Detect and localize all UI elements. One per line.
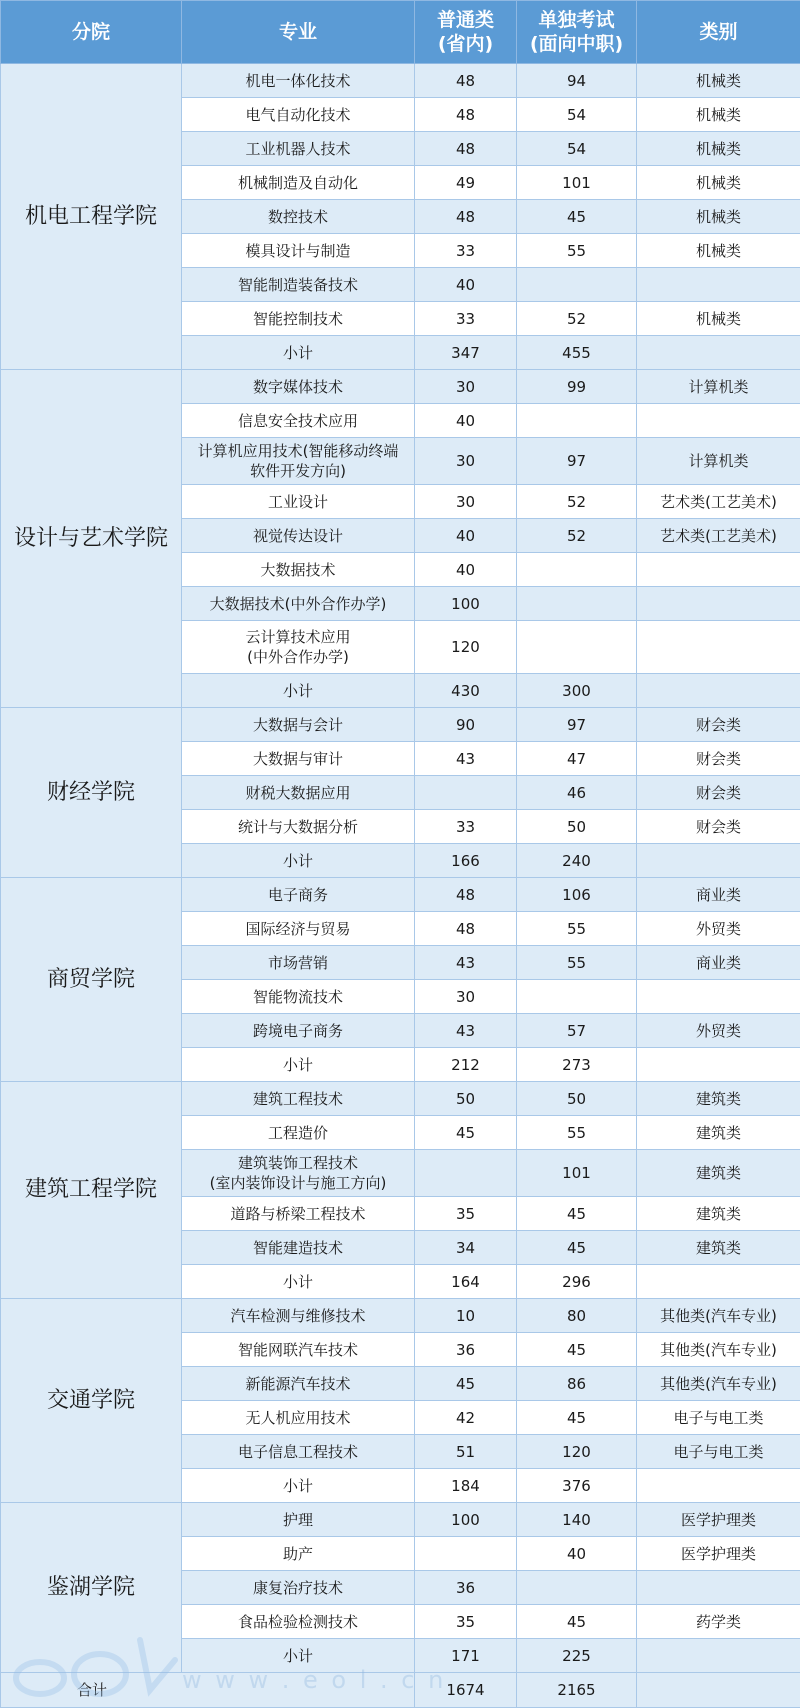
major-name-line: 食品检验检测技术 (186, 1612, 410, 1632)
table-body (1, 64, 800, 1708)
subtotal-general: 184 (415, 1469, 517, 1503)
separate-quota (517, 553, 637, 587)
separate-quota: 55 (517, 912, 637, 946)
separate-quota: 52 (517, 519, 637, 553)
separate-quota: 99 (517, 370, 637, 404)
major-name (182, 587, 415, 621)
category: 医学护理类 (637, 1503, 800, 1537)
category: 机械类 (637, 166, 800, 200)
major-name-line: 电气自动化技术 (186, 105, 410, 125)
major-name (182, 1116, 415, 1150)
category: 建筑类 (637, 1082, 800, 1116)
major-name-line: 云计算技术应用 (186, 627, 410, 647)
major-name (182, 1082, 415, 1116)
major-name (182, 1401, 415, 1435)
major-name-line: 国际经济与贸易 (186, 919, 410, 939)
table-row (1, 1299, 800, 1333)
dept-name: 财经学院 (1, 708, 182, 878)
major-name (182, 234, 415, 268)
category: 药学类 (637, 1605, 800, 1639)
major-name (182, 1299, 415, 1333)
general-quota: 90 (415, 708, 517, 742)
major-name-line: 计算机应用技术(智能移动终端 (186, 441, 410, 461)
header-general (415, 1, 517, 64)
general-quota: 48 (415, 912, 517, 946)
subtotal-category (637, 1639, 800, 1673)
general-quota: 33 (415, 234, 517, 268)
category: 外贸类 (637, 912, 800, 946)
major-name-line: 工业设计 (186, 492, 410, 512)
major-name-line: 大数据技术 (186, 560, 410, 580)
table-row (1, 708, 800, 742)
subtotal-category (637, 336, 800, 370)
subtotal-separate: 376 (517, 1469, 637, 1503)
major-name-line: 机械制造及自动化 (186, 173, 410, 193)
subtotal-label: 小计 (182, 1469, 415, 1503)
category: 其他类(汽车专业) (637, 1333, 800, 1367)
separate-quota: 101 (517, 166, 637, 200)
subtotal-separate: 296 (517, 1265, 637, 1299)
general-quota: 50 (415, 1082, 517, 1116)
category: 财会类 (637, 708, 800, 742)
separate-quota: 45 (517, 1401, 637, 1435)
general-quota: 40 (415, 553, 517, 587)
major-name (182, 438, 415, 485)
category: 建筑类 (637, 1231, 800, 1265)
general-quota: 30 (415, 980, 517, 1014)
general-quota: 43 (415, 742, 517, 776)
category (637, 980, 800, 1014)
category: 商业类 (637, 946, 800, 980)
major-name (182, 519, 415, 553)
general-quota: 40 (415, 268, 517, 302)
separate-quota: 50 (517, 810, 637, 844)
separate-quota: 57 (517, 1014, 637, 1048)
category: 电子与电工类 (637, 1435, 800, 1469)
header-general-line1: 普通类 (417, 8, 514, 32)
major-name (182, 810, 415, 844)
major-name-line: 工程造价 (186, 1123, 410, 1143)
category (637, 268, 800, 302)
major-name-line: 康复治疗技术 (186, 1578, 410, 1598)
major-name (182, 1014, 415, 1048)
major-name (182, 302, 415, 336)
major-name-line: (室内装饰设计与施工方向) (186, 1173, 410, 1193)
total-row (1, 1673, 800, 1708)
separate-quota: 50 (517, 1082, 637, 1116)
header-separate (517, 1, 637, 64)
major-name-line: 新能源汽车技术 (186, 1374, 410, 1394)
separate-quota: 55 (517, 234, 637, 268)
separate-quota: 55 (517, 946, 637, 980)
separate-quota: 45 (517, 1605, 637, 1639)
subtotal-general: 212 (415, 1048, 517, 1082)
separate-quota: 106 (517, 878, 637, 912)
category: 计算机类 (637, 370, 800, 404)
dept-name: 设计与艺术学院 (1, 370, 182, 708)
major-name-line: 建筑工程技术 (186, 1089, 410, 1109)
major-name-line: 机电一体化技术 (186, 71, 410, 91)
header-general-line2: (省内) (417, 32, 514, 56)
table-row (1, 64, 800, 98)
category: 机械类 (637, 200, 800, 234)
major-name (182, 1537, 415, 1571)
dept-name: 建筑工程学院 (1, 1082, 182, 1299)
major-name-line: 软件开发方向) (186, 461, 410, 481)
header-category: 类别 (637, 1, 800, 64)
general-quota: 30 (415, 370, 517, 404)
major-name-line: 智能物流技术 (186, 987, 410, 1007)
general-quota: 45 (415, 1116, 517, 1150)
major-name (182, 1231, 415, 1265)
major-name-line: 信息安全技术应用 (186, 411, 410, 431)
subtotal-label: 小计 (182, 1265, 415, 1299)
category: 机械类 (637, 234, 800, 268)
major-name (182, 1605, 415, 1639)
general-quota: 42 (415, 1401, 517, 1435)
category: 机械类 (637, 302, 800, 336)
dept-name: 鉴湖学院 (1, 1503, 182, 1673)
total-label: 合计 (1, 1673, 415, 1708)
category: 商业类 (637, 878, 800, 912)
separate-quota: 45 (517, 200, 637, 234)
separate-quota: 140 (517, 1503, 637, 1537)
general-quota: 43 (415, 1014, 517, 1048)
general-quota: 34 (415, 1231, 517, 1265)
category: 医学护理类 (637, 1537, 800, 1571)
general-quota: 30 (415, 438, 517, 485)
subtotal-separate: 455 (517, 336, 637, 370)
major-name-line: 大数据与审计 (186, 749, 410, 769)
separate-quota: 80 (517, 1299, 637, 1333)
category: 机械类 (637, 98, 800, 132)
category: 建筑类 (637, 1116, 800, 1150)
subtotal-label: 小计 (182, 336, 415, 370)
major-name-line: 无人机应用技术 (186, 1408, 410, 1428)
category: 财会类 (637, 776, 800, 810)
major-name (182, 1367, 415, 1401)
category: 机械类 (637, 64, 800, 98)
general-quota: 51 (415, 1435, 517, 1469)
category: 机械类 (637, 132, 800, 166)
major-name-line: 市场营销 (186, 953, 410, 973)
major-name-line: 模具设计与制造 (186, 241, 410, 261)
category (637, 621, 800, 674)
major-name-line: 智能网联汽车技术 (186, 1340, 410, 1360)
major-name (182, 370, 415, 404)
header-separate-line1: 单独考试 (519, 8, 634, 32)
major-name (182, 1150, 415, 1197)
dept-name: 交通学院 (1, 1299, 182, 1503)
separate-quota: 45 (517, 1197, 637, 1231)
general-quota: 48 (415, 200, 517, 234)
major-name (182, 980, 415, 1014)
major-name (182, 621, 415, 674)
general-quota: 100 (415, 587, 517, 621)
separate-quota: 52 (517, 485, 637, 519)
table-header (1, 1, 800, 64)
subtotal-category (637, 1265, 800, 1299)
separate-quota (517, 621, 637, 674)
major-name (182, 946, 415, 980)
general-quota: 48 (415, 64, 517, 98)
table-row (1, 1503, 800, 1537)
general-quota (415, 776, 517, 810)
major-name (182, 98, 415, 132)
subtotal-separate: 225 (517, 1639, 637, 1673)
major-name-line: 汽车检测与维修技术 (186, 1306, 410, 1326)
general-quota: 33 (415, 810, 517, 844)
major-name-line: 统计与大数据分析 (186, 817, 410, 837)
watermark-text: w w w . e o l . c n (182, 1666, 446, 1694)
major-name (182, 1571, 415, 1605)
category: 计算机类 (637, 438, 800, 485)
major-name (182, 1435, 415, 1469)
table-row (1, 370, 800, 404)
major-name-line: 大数据与会计 (186, 715, 410, 735)
separate-quota (517, 268, 637, 302)
header-major: 专业 (182, 1, 415, 64)
major-name-line: 视觉传达设计 (186, 526, 410, 546)
subtotal-category (637, 1048, 800, 1082)
general-quota: 43 (415, 946, 517, 980)
general-quota: 100 (415, 1503, 517, 1537)
major-name (182, 268, 415, 302)
separate-quota: 45 (517, 1231, 637, 1265)
major-name-line: 数字媒体技术 (186, 377, 410, 397)
major-name (182, 708, 415, 742)
general-quota: 36 (415, 1571, 517, 1605)
header-dept: 分院 (1, 1, 182, 64)
separate-quota: 94 (517, 64, 637, 98)
major-name-line: 助产 (186, 1544, 410, 1564)
major-name-line: 道路与桥梁工程技术 (186, 1204, 410, 1224)
dept-name: 机电工程学院 (1, 64, 182, 370)
major-name (182, 64, 415, 98)
general-quota: 48 (415, 878, 517, 912)
subtotal-general: 430 (415, 674, 517, 708)
subtotal-separate: 240 (517, 844, 637, 878)
general-quota: 40 (415, 404, 517, 438)
separate-quota: 54 (517, 132, 637, 166)
major-name (182, 485, 415, 519)
subtotal-category (637, 674, 800, 708)
major-name (182, 200, 415, 234)
separate-quota: 52 (517, 302, 637, 336)
general-quota: 120 (415, 621, 517, 674)
category (637, 1571, 800, 1605)
major-name-line: 智能控制技术 (186, 309, 410, 329)
subtotal-separate: 273 (517, 1048, 637, 1082)
subtotal-category (637, 844, 800, 878)
general-quota (415, 1537, 517, 1571)
general-quota: 30 (415, 485, 517, 519)
category: 财会类 (637, 742, 800, 776)
general-quota: 40 (415, 519, 517, 553)
subtotal-general: 171 (415, 1639, 517, 1673)
header-separate-line2: (面向中职) (519, 32, 634, 56)
general-quota: 10 (415, 1299, 517, 1333)
separate-quota: 97 (517, 438, 637, 485)
separate-quota: 101 (517, 1150, 637, 1197)
dept-name: 商贸学院 (1, 878, 182, 1082)
separate-quota: 47 (517, 742, 637, 776)
major-name-line: 智能建造技术 (186, 1238, 410, 1258)
major-name (182, 776, 415, 810)
general-quota: 35 (415, 1197, 517, 1231)
category: 艺术类(工艺美术) (637, 485, 800, 519)
major-name (182, 878, 415, 912)
total-category (637, 1673, 800, 1708)
major-name (182, 742, 415, 776)
major-name-line: 跨境电子商务 (186, 1021, 410, 1041)
table-row (1, 1082, 800, 1116)
category: 财会类 (637, 810, 800, 844)
category: 其他类(汽车专业) (637, 1367, 800, 1401)
major-name (182, 912, 415, 946)
general-quota: 48 (415, 98, 517, 132)
separate-quota: 45 (517, 1333, 637, 1367)
subtotal-general: 164 (415, 1265, 517, 1299)
general-quota (415, 1150, 517, 1197)
major-name (182, 166, 415, 200)
general-quota: 45 (415, 1367, 517, 1401)
separate-quota: 97 (517, 708, 637, 742)
category: 外贸类 (637, 1014, 800, 1048)
major-name (182, 553, 415, 587)
subtotal-category (637, 1469, 800, 1503)
category: 建筑类 (637, 1150, 800, 1197)
category: 电子与电工类 (637, 1401, 800, 1435)
major-name-line: 数控技术 (186, 207, 410, 227)
separate-quota (517, 1571, 637, 1605)
subtotal-general: 347 (415, 336, 517, 370)
major-name (182, 1503, 415, 1537)
separate-quota: 46 (517, 776, 637, 810)
separate-quota (517, 404, 637, 438)
separate-quota: 120 (517, 1435, 637, 1469)
general-quota: 36 (415, 1333, 517, 1367)
separate-quota: 40 (517, 1537, 637, 1571)
major-name (182, 1333, 415, 1367)
subtotal-label: 小计 (182, 844, 415, 878)
separate-quota: 55 (517, 1116, 637, 1150)
major-name-line: 建筑装饰工程技术 (186, 1153, 410, 1173)
major-name (182, 132, 415, 166)
major-name (182, 404, 415, 438)
total-separate: 2165 (517, 1673, 637, 1708)
major-name-line: 工业机器人技术 (186, 139, 410, 159)
subtotal-separate: 300 (517, 674, 637, 708)
general-quota: 48 (415, 132, 517, 166)
total-general: 1674 (415, 1673, 517, 1708)
category: 艺术类(工艺美术) (637, 519, 800, 553)
category (637, 553, 800, 587)
category (637, 404, 800, 438)
general-quota: 33 (415, 302, 517, 336)
table-row (1, 878, 800, 912)
category: 其他类(汽车专业) (637, 1299, 800, 1333)
major-name-line: 电子商务 (186, 885, 410, 905)
subtotal-general: 166 (415, 844, 517, 878)
major-name-line: 财税大数据应用 (186, 783, 410, 803)
separate-quota (517, 587, 637, 621)
general-quota: 35 (415, 1605, 517, 1639)
general-quota: 49 (415, 166, 517, 200)
major-name-line: 大数据技术(中外合作办学) (186, 594, 410, 614)
subtotal-label: 小计 (182, 674, 415, 708)
major-name-line: (中外合作办学) (186, 647, 410, 667)
major-name-line: 护理 (186, 1510, 410, 1530)
major-name (182, 1197, 415, 1231)
separate-quota (517, 980, 637, 1014)
separate-quota: 86 (517, 1367, 637, 1401)
subtotal-label: 小计 (182, 1048, 415, 1082)
subtotal-label: 小计 (182, 1639, 415, 1673)
major-name-line: 智能制造装备技术 (186, 275, 410, 295)
separate-quota: 54 (517, 98, 637, 132)
major-name-line: 电子信息工程技术 (186, 1442, 410, 1462)
category (637, 587, 800, 621)
category: 建筑类 (637, 1197, 800, 1231)
